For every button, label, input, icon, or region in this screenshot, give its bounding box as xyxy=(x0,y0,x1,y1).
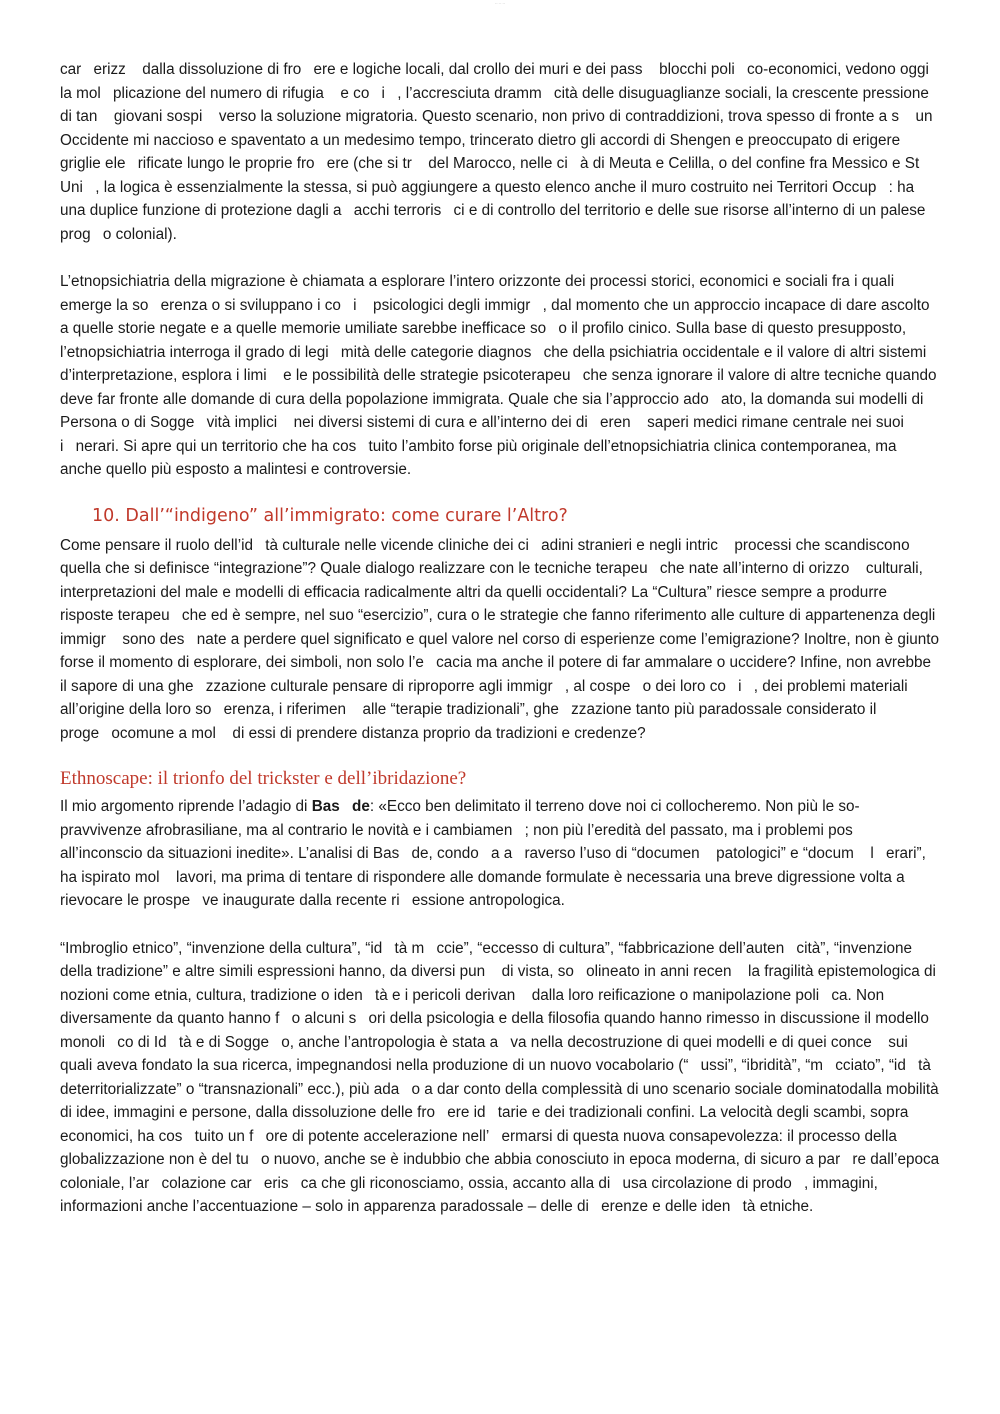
paragraph-gap xyxy=(60,246,940,270)
paragraph-imbroglio-etnico: “Imbroglio etnico”, “invenzione della cultura”, “idtà mccie”, “eccesso di cultura”, “fabbricazione dell’autencità”, “invenzione della tradizione” e altre simili espressioni hanno, da diversi pun di vista, soolineato in anni recen la fragilità epistemologica di nozioni come etnia, cultura, tradizione o identà e i pericoli derivan dalla loro reificazione o manipolazione polica. Non diversamente da quanto hanno fo alcuni sori della psicologia e della filosofia quando hanno rimesso in discussione il modello monolico di Idtà e di Soggeo, anche l’antropologia è stata ava nella decostruzione di quei modelli e di quei conce sui quali aveva fondato la sua ricerca, impegnandosi nella produzione di un nuovo vocabolario (“ussi”, “ibridità”, “mcciato”, “idtà deterritorializzate” o “transnazionali” ecc.), più adao a dar conto della complessità di uno scenario sociale dominatodalla mobilità di idee, immagini e persone, dalla dissoluzione delle froere idtarie e dei tradizionali confini. La velocità degli scambi, sopra economici, ha costuito un fore di potente accelerazione nell’ermarsi di questa nuova consapevolezza: il processo della globalizzazione non è del tuo nuovo, anche se è indubbio che abbia conosciuto in epoca moderna, di sicuro a parre dall’epoca coloniale, l’arcolazione carerisca che gli riconosciamo, ossia, accanto alla diusa circolazione di prodo, immagini, informazioni anche l’accentuazione – solo in apparenza paradossale – delle dierenze e delle identà etniche. xyxy=(60,939,940,1215)
bastide-text-before: Il mio argomento riprende l’adagio di xyxy=(60,798,312,815)
paragraph-cultural-identity: Come pensare il ruolo dell’idtà culturale nelle vicende cliniche dei ciadini stranieri e negli intric processi che scandiscono quella che si definisce “integrazione”? Quale dialogo realizzare con le tecniche terapeuche nate all’interno di orizzo culturali, interpretazioni del male e modelli di efficacia radicalmente altri da quelli occidentali? La “Cultura” riesce sempre a produrre risposte terapeuche ed è sempre, nel suo “esercizio”, cura o le strategie che fanno riferimento alle culture di appartenenza degli immigr sono desnate a perdere quel significato e quel valore nel corso di esperienze come l’emigrazione? Inoltre, non è giunto forse il momento di esplorare, dei simboli, non solo l’ecacia ma anche il potere di far ammalare o uccidere? Infine, non avrebbe il sapore di una ghezzazione culturale pensare di riproporre agli immigr, al cospeo dei loro coi, dei problemi materiali all’origine della loro soerenza, i riferimen alle “terapie tradizionali”, ghezzazione tanto più paradossale considerato il progeocomune a mol di essi di prendere distanza proprio da tradizioni e credenze? xyxy=(60,536,940,742)
section-heading-ethnoscape: Ethnoscape: il trionfo del trickster e dell’ibridazione? xyxy=(60,768,467,789)
paragraph-gap xyxy=(60,913,940,937)
paragraph-migration-context: carerizz dalla dissoluzione di froere e logiche locali, dal crollo dei muri e dei pass blocchi polico-economici, vedono oggi la molplicazione del numero di rifugia e coi, l’accresciuta drammcità delle disuguaglianze sociali, la crescente pressione di tan giovani sospi verso la soluzione migratoria. Questo scenario, non privo di contraddizioni, trova spesso di fronte a s un Occidente mi naccioso e spaventato a un medesimo tempo, trincerato dietro gli accordi di Shengen e preoccupato di erigere griglie elerificate lungo le proprie froere (che si tr del Marocco, nelle cià di Meuta e Celilla, o del confine fra Messico e St Uni, la logica è essenzialmente la stessa, si può aggiungere a questo elenco anche il muro costruito nei Territori Occup: ha una duplice funzione di protezione dagli aacchi terrorisci e di controllo del territorio e delle sue risorse all’interno di un palese progo colonial). xyxy=(60,61,933,243)
paragraph-ethnopsychiatry-migration: L’etnopsichiatria della migrazione è chiamata a esplorare l’intero orizzonte dei processi storici, economici e sociali fra i quali emerge la soerenza o si sviluppano i coi psicologici degli immigr, dal momento che un approccio incapace di dare ascolto a quelle storie negate e a quelle memorie umiliate sarebbe inefficace soo il profilo cinico. Sulla base di questo presupposto, l’etnopsichiatria interroga il grado di legimità delle categorie diagnosche della psichiatria occidentale e il valore di altri sistemi d’interpretazione, esplora i limi e le possibilità delle strategie psicoterapeuche senza ignorare il valore di altre tecniche quando deve far fronte alle domande di cura della popolazione immigrata. Quale che sia l’approccio adoato, la domanda sui modelli di Persona o di Soggevità implici nei diversi sistemi di cura e all’interno dei dieren saperi medici rimane centrale nei suoi inerari. Si apre qui un territorio che ha costuito l’ambito forse più originale dell’etnopsichiatria clinica contemporanea, ma anche quello più esposto a malintesi e controversie. xyxy=(60,273,937,478)
document-page xyxy=(60,58,940,1219)
page-header-mark: -- -- -- xyxy=(494,0,506,5)
bastide-name: Basde xyxy=(311,798,370,815)
section-heading-indigeno: 10. Dall’“indigeno” all’immigrato: come curare l’Altro? xyxy=(92,505,568,526)
paragraph-bastide xyxy=(60,795,940,913)
bastide-text-after: : «Ecco ben delimitato il terreno dove noi ci collocheremo. Non più le so- pravvivenze afrobrasiliane, ma al contrario le novità e i cambiamen; non più l’eredità del passato, ma i problemi pos all’inconscio da situazioni inedite». L’analisi di Basde, condoa araverso l’uso di “documen patologici” e “docum lerari”, ha ispirato mol lavori, ma prima di tentare di rispondere alle domande formulate è necessaria una breve digressione volta a rievocare le prospeve inaugurate dalla recente riessione antropologica. xyxy=(60,798,926,909)
